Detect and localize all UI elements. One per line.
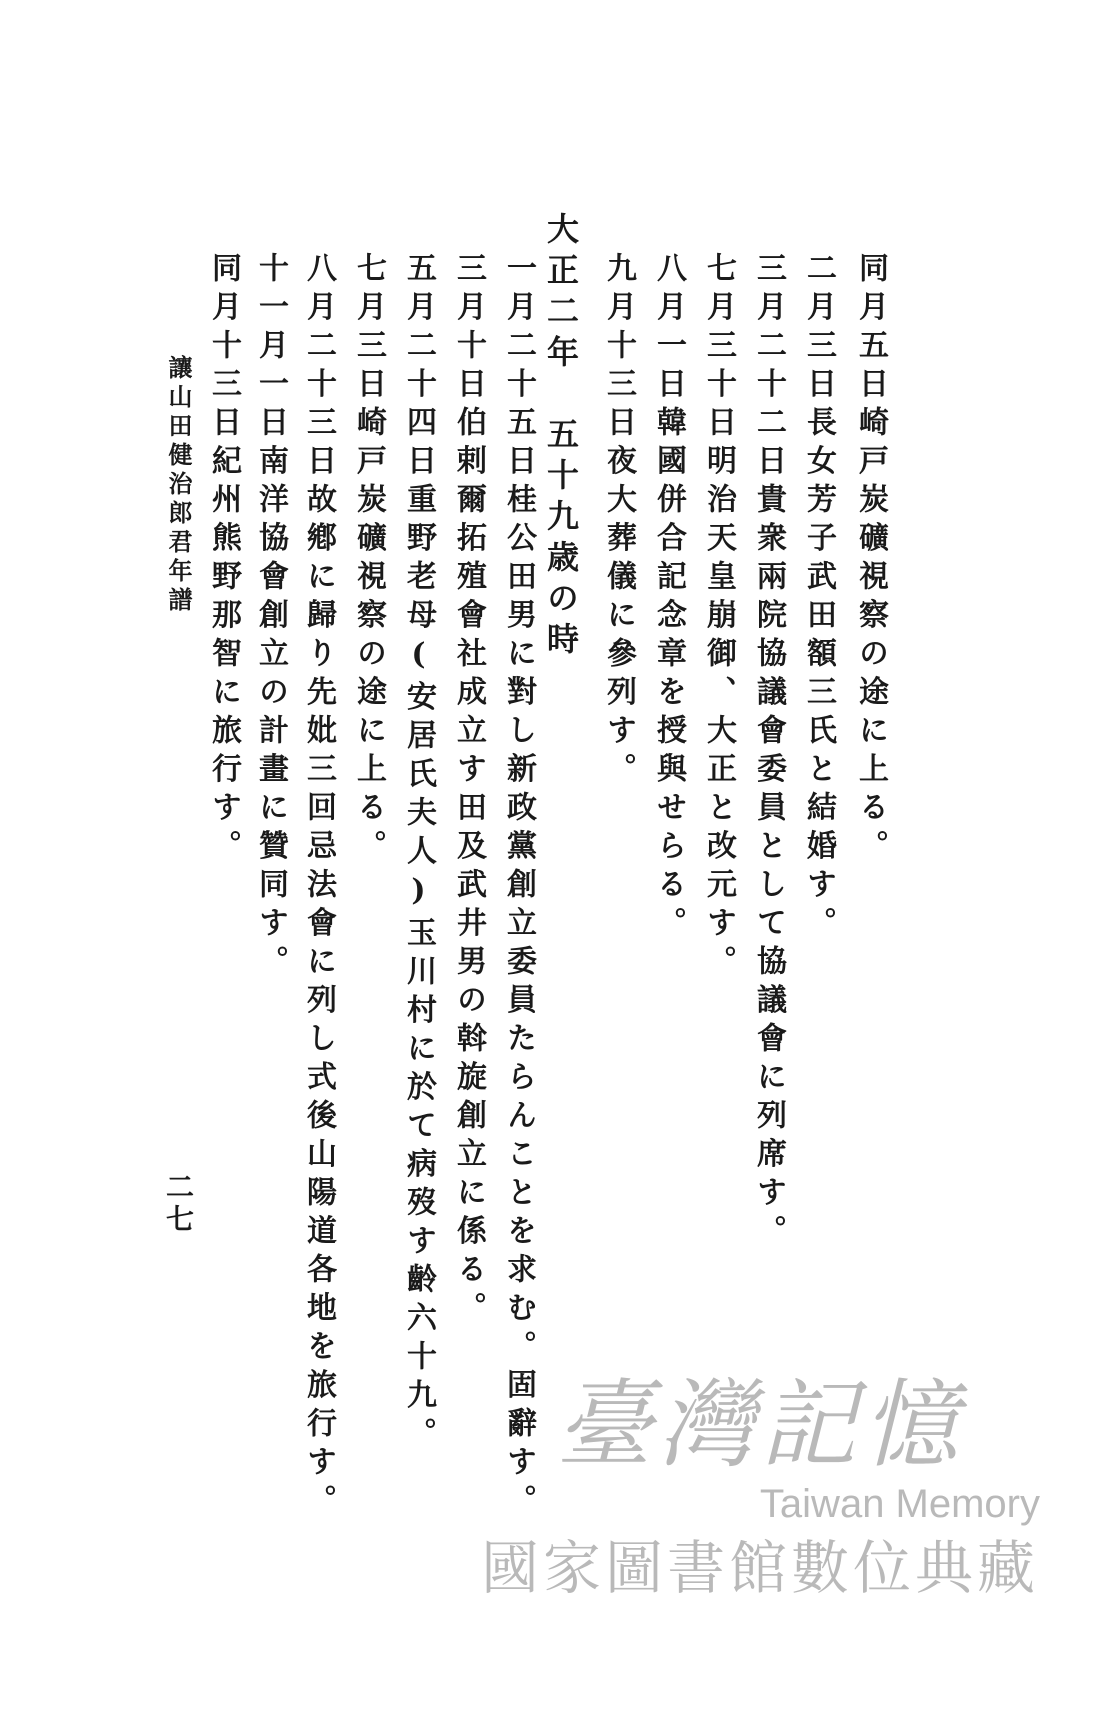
watermark-subtitle: 國家圖書館數位典藏 (480, 1534, 1039, 1602)
watermark-english: Taiwan Memory (759, 1482, 1040, 1526)
entry-line-12: 十一月一日南洋協會創立の計畫に贊同す。 (253, 252, 288, 984)
entry-line-10: 七月三日崎戸炭礦視察の途に上る。 (351, 252, 386, 868)
taiwan-memory-watermark (460, 1370, 1060, 1680)
entry-line-9: 五月二十四日重野老母(安居氏夫人)玉川村に於て病歿す齡六十九。 (401, 252, 436, 1456)
entry-line-8: 三月十日伯剌爾拓殖會社成立す田及武井男の斡旋創立に係る。 (451, 252, 486, 1330)
entry-line-3: 三月二十二日貴衆兩院協議會委員として協議會に列席す。 (751, 252, 786, 1253)
entry-line-2: 二月三日長女芳子武田額三氏と結婚す。 (801, 252, 836, 945)
watermark-title: 臺灣記憶 (556, 1369, 964, 1481)
entry-line-7: 一月二十五日桂公田男に對し新政黨創立委員たらんことを求む。固辭す。 (501, 252, 536, 1523)
entry-line-6: 九月十三日夜大葬儀に參列す。 (601, 252, 636, 791)
page-number: 二七 (162, 1172, 195, 1236)
entry-line-11: 八月二十三日故鄕に歸り先妣三回忌法會に列し式後山陽道各地を旅行す。 (301, 252, 336, 1523)
entry-line-13: 同月十三日紀州熊野那智に旅行す。 (206, 252, 241, 868)
entry-line-5: 八月一日韓國併合記念章を授與せらる。 (651, 252, 686, 945)
year-heading: 大正二年 五十九歳の時 (542, 212, 580, 663)
entry-line-4: 七月三十日明治天皇崩御、大正と改元す。 (701, 252, 736, 984)
running-head: 讓山田健治郎君年譜 (164, 355, 193, 616)
entry-line-1: 同月五日崎戸炭礦視察の途に上る。 (853, 252, 888, 868)
